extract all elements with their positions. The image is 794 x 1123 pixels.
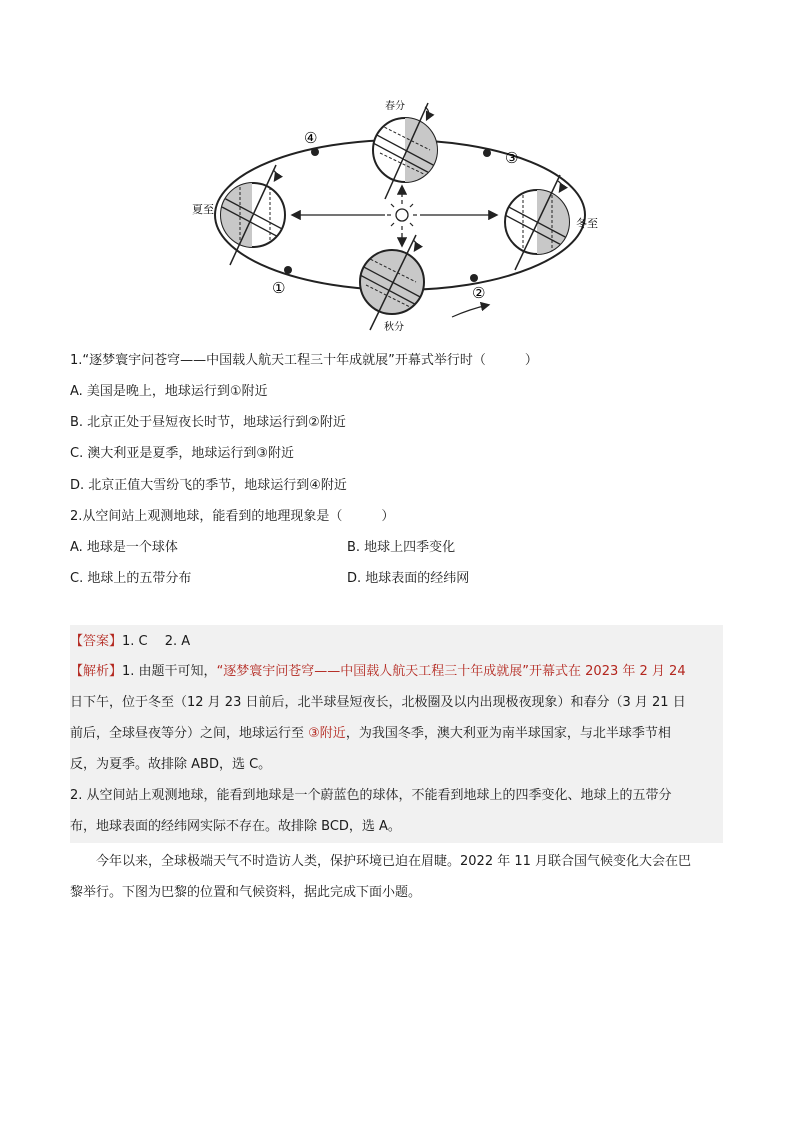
label-winter: 冬至: [576, 218, 598, 230]
label-point-3: ③: [505, 149, 519, 167]
q2-option-b: B. 地球上四季变化: [347, 540, 456, 555]
q2-option-c: C. 地球上的五带分布: [70, 571, 192, 586]
analysis-text: ，为我国冬季，澳大利亚为南半球国家，与北半球季节相: [345, 726, 671, 741]
earth-orbit-diagram: [180, 95, 620, 335]
q2-option-a: A. 地球是一个球体: [70, 540, 178, 555]
q1-stem: 1.“逐梦寰宇问苍穹——中国载人航天工程三十年成就展”开幕式举行时（ ）: [70, 353, 538, 368]
label-point-2: ②: [472, 284, 486, 302]
answer-box: [70, 625, 723, 843]
label-autumn: 秋分: [384, 322, 404, 333]
answer-line: [70, 633, 190, 651]
answer-label: 【答案】: [70, 634, 123, 649]
q1-option-b: B. 北京正处于昼短夜长时节，地球运行到②附近: [70, 415, 346, 430]
analysis-text: 前后，全球昼夜等分）之间，地球运行至: [70, 726, 305, 741]
label-point-1: ①: [272, 279, 286, 297]
analysis-line-3: [70, 725, 671, 743]
earth-summer: [220, 165, 286, 265]
analysis-line-4: 反，为夏季。故排除 ABD，选 C。: [70, 757, 272, 772]
orbit-point-1: [284, 266, 292, 274]
analysis-line-2: 日下午，位于冬至（12 月 23 日前后，北半球昼短夜长，北极圈及以内出现极夜现象）和春分（3 月 21 日: [70, 695, 686, 710]
answer-text: 1. C 2. A: [122, 634, 191, 649]
analysis-text: 1. 由题干可知，: [122, 664, 217, 679]
q1-option-d: D. 北京正值大雪纷飞的季节，地球运行到④附近: [70, 478, 347, 493]
intro-paragraph-line-1: 今年以来，全球极端天气不时造访人类，保护环境已迫在眉睫。2022 年 11 月联合国气候变化大会在巴: [70, 854, 692, 869]
sun-icon: [387, 200, 417, 230]
orbit-point-3: [483, 149, 491, 157]
analysis-line-6: 布，地球表面的经纬网实际不存在。故排除 BCD，选 A。: [70, 819, 401, 834]
q1-option-c: C. 澳大利亚是夏季，地球运行到③附近: [70, 446, 294, 461]
analysis-label: 【解析】: [70, 664, 123, 679]
earth-autumn: [360, 235, 424, 330]
label-summer: 夏至: [192, 204, 214, 216]
label-point-4: ④: [304, 129, 318, 147]
analysis-highlight: ③附近: [304, 726, 346, 741]
earth-spring: [365, 103, 445, 199]
analysis-line-5: 2. 从空间站上观测地球，能看到地球是一个蔚蓝色的球体，不能看到地球上的四季变化、地球上的五带分: [70, 788, 672, 803]
orbit-point-2: [470, 274, 478, 282]
analysis-line-1: [70, 663, 686, 681]
q2-option-d: D. 地球表面的经纬网: [347, 571, 470, 586]
q2-stem: 2.从空间站上观测地球，能看到的地理现象是（ ）: [70, 509, 395, 524]
orbit-point-4: [311, 148, 319, 156]
analysis-highlight: “逐梦寰宇问苍穹——中国载人航天工程三十年成就展”开幕式在 2023 年 2 月 24: [216, 664, 686, 679]
q1-option-a: A. 美国是晚上，地球运行到①附近: [70, 384, 268, 399]
label-spring: 春分: [385, 101, 405, 112]
intro-paragraph-line-2: 黎举行。下图为巴黎的位置和气候资料，据此完成下面小题。: [70, 885, 422, 900]
